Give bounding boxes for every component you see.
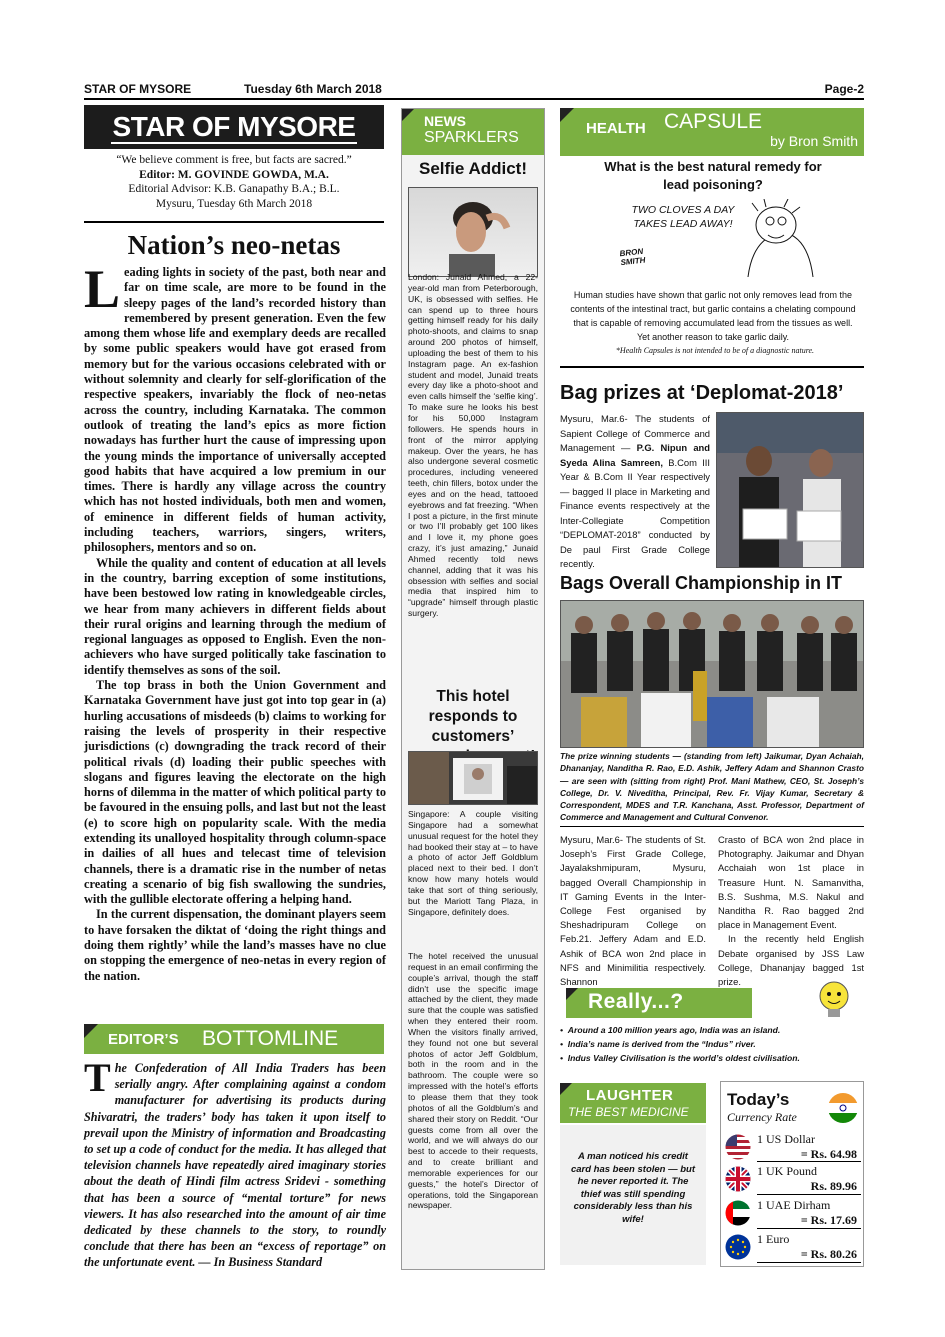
it-article-left: Mysuru, Mar.6- The students of St. Joseph’s First Grade College, Jayalakshmipuram, Mysuru, bagged Overall Championship in IT Gaming Events in the Inter-College Fest organised by Sheshadripuram College on Feb.21. Jeffery Adam and E.D. Ashik of BCA won 2nd place in NFS and Minimilitia respectively. Shannon bbox=[560, 834, 706, 988]
really-header bbox=[566, 988, 752, 1018]
deplomat-text: B.Com III Year & B.Com II Year respectively — bagged II place in Marketing and Finance events respectively at the Inter-Collegiate Competition “DEPLOMAT-2018” conducted by De paul First Grade College recently. bbox=[560, 456, 710, 569]
picture-frame-icon bbox=[409, 752, 537, 804]
currency-box bbox=[720, 1081, 864, 1267]
hotel-room-photo bbox=[408, 751, 538, 805]
bottomline-header bbox=[84, 1024, 384, 1054]
issue-date: Tuesday 6th March 2018 bbox=[244, 82, 382, 96]
health-disclaimer: *Health Capsules is not intended to be of a diagnostic nature. bbox=[615, 346, 815, 355]
paper-name: STAR OF MYSORE bbox=[84, 82, 192, 96]
man-portrait-icon bbox=[409, 188, 537, 276]
drop-cap: L bbox=[84, 259, 121, 319]
health-label-b: CAPSULE bbox=[664, 110, 763, 133]
bottomline-text: he Confederation of All India Traders has been serially angry. After complaining against a condom manufacturer for advertising its products during Shivaratri, the traders’ body has taken it upon itself to prevail upon the Ministry of information and Broadcasting to set up a code of conduct for the media. It has alleged that television channels have repeatedly aired imaginary stories about the death of Hindi film actress Sridevi - something that has been a source of “mental torture” for news viewers. It has also researched into the amount of air time dedicated by these channels to the story, to roundly conclude that there has been an “excess of reportage” on the unfortunate event. — In Business Standard bbox=[84, 1061, 386, 1270]
story-body: London: Junaid Ahmed, a 22-year-old man from Peterborough, UK, is obsessed with selfies. He can spend up to three hours getting himself ready for his daily photo-shoots, and claims to snap around 200 photos of himself, uploading the best of them to his Instagram page. An ex-fashion student and model, Junaid treats every day like a photo-shoot and even calls himself the ‘selfie king’. To make sure he looks his best for his 50,000 Instagram followers. He spends hours in front of the mirror applying makeup. Over the years, he has also undergone several cosmetic procedures, including veneered teeth, chin fillers, botox under the eyes and on the head, tattooed eyebrows and fat freezing. “When I post a picture, in the first minute or two I’ll probably get 100 likes and I love it, my phone goes crazy, it’s just amazing,” Junaid Ahmed recently told news channel, adding that it was his obsession with selfies and social media that inspired him to “upgrade” himself through plastic surgery. bbox=[408, 272, 538, 619]
currency-name: 1 Euro bbox=[757, 1232, 790, 1246]
leader-headline: Nation’s neo-netas bbox=[127, 230, 341, 260]
health-byline: by Bron Smith bbox=[770, 133, 858, 149]
currency-rate: = Rs. 17.69 bbox=[800, 1213, 857, 1227]
page-header-bar bbox=[84, 82, 864, 100]
currency-row bbox=[721, 1164, 861, 1194]
sparklers-label-a: NEWS bbox=[424, 113, 466, 129]
laughter-header bbox=[560, 1083, 706, 1123]
cartoon-caption: TWO CLOVES A DAY TAKES LEAD AWAY! bbox=[631, 204, 735, 230]
health-header bbox=[560, 108, 864, 156]
doctor-cartoon-icon bbox=[718, 199, 828, 279]
leader-paragraph: The top brass in both the Union Government and Karnataka Government have just got into top gear in (a) hurling accusations of misdeeds (b) claims to working for raising the levels of prosperity in their respective jurisdictions (c) downgrading the track record of their political rivals (d) loading their public speeches with slogans and figures leaving the electorate on the high horns of dilemma in the matter of which political party to be favoured in the ensuing polls, and last but not the least (e) to score high on popularity scale. With the media extending its unalloyed hospitality through column-space in dailies of all hues and telecast time of television channels, there is a dramatic rise in the number of netas creating a scenario of big fish swallowing the sundries, with the gullible electorate offering a helping hand. bbox=[84, 678, 386, 907]
cartoon-signature: BRON SMITH bbox=[619, 246, 646, 268]
group-of-students-icon bbox=[561, 601, 863, 747]
winner-names: P.G. Nipun and Syeda Alina Samreen, bbox=[560, 442, 710, 468]
row-divider bbox=[757, 1161, 861, 1162]
row-divider bbox=[757, 1194, 861, 1195]
really-facts bbox=[560, 1023, 864, 1065]
currency-rate: Rs. 89.96 bbox=[810, 1179, 857, 1193]
news-sparklers-column bbox=[401, 108, 545, 1270]
currency-rate: = Rs. 80.26 bbox=[800, 1247, 857, 1261]
corner-mark bbox=[560, 108, 574, 122]
editor-credit: Editor: M. GOVINDE GOWDA, M.A. bbox=[139, 168, 329, 181]
dateline: Mysuru, Tuesday 6th March 2018 bbox=[155, 197, 313, 210]
masthead-info bbox=[84, 153, 384, 211]
corner-mark bbox=[560, 1083, 572, 1095]
it-text: In the recently held English Debate organised by JSS Law College, Dhananjay bagged 1st prize. bbox=[718, 933, 864, 988]
leader-paragraph: In the current dispensation, the dominant players seem to have forsaken the diktat of ‘doing the right things and doing them rightly’ while the land’s masses have no clue on stopping the emergence of neo-netas in every region of the nation. bbox=[84, 907, 386, 983]
row-divider bbox=[757, 1228, 861, 1229]
currency-name: 1 UK Pound bbox=[757, 1164, 818, 1178]
masthead bbox=[84, 105, 384, 149]
group-photo bbox=[560, 600, 864, 748]
students-with-certificates-icon bbox=[717, 413, 863, 567]
currency-row bbox=[721, 1132, 861, 1162]
bottomline-label-a: EDITOR’S bbox=[108, 1031, 179, 1048]
really-title: Really...? bbox=[588, 990, 684, 1013]
corner-mark bbox=[566, 988, 578, 1000]
uk-flag-icon bbox=[725, 1166, 751, 1192]
it-article-right bbox=[718, 833, 864, 989]
joke-text: A man noticed his credit card has been stolen — but he never reported it. The thief was still spending considerably less than his wife! bbox=[570, 1151, 696, 1225]
masthead-title: STAR OF MYSORE bbox=[112, 111, 356, 142]
currency-row bbox=[721, 1198, 861, 1228]
health-label-a: HEALTH bbox=[586, 120, 646, 137]
deplomat-article bbox=[560, 412, 710, 572]
drop-cap: T bbox=[84, 1055, 111, 1100]
laughter-label-a: LAUGHTER bbox=[586, 1087, 674, 1104]
currency-subtitle: Currency Rate bbox=[727, 1110, 797, 1124]
currency-title: Today’s bbox=[727, 1090, 790, 1109]
divider bbox=[560, 366, 864, 368]
fact-item: • Around a 100 million years ago, India was an island. bbox=[560, 1025, 781, 1035]
currency-name: 1 UAE Dirham bbox=[757, 1198, 831, 1212]
divider bbox=[84, 221, 384, 223]
uae-flag-icon bbox=[725, 1200, 751, 1226]
sparklers-header bbox=[402, 109, 544, 155]
currency-row bbox=[721, 1232, 861, 1262]
fact-item: • India’s name is derived from the “Indus” river. bbox=[560, 1039, 756, 1049]
leader-article bbox=[84, 259, 386, 984]
story-body: Singapore: A couple visiting Singapore had a somewhat unusual request for the hotel they had booked their stay at – to have a photo of actor Jeff Goldblum placed next to their bed. I don’t know how many hotels would take that sort of thing seriously, but the Mariott Tang Plaza, in Singapore, definitely does. bbox=[408, 809, 538, 917]
india-flag-icon bbox=[827, 1092, 859, 1124]
story-body: The hotel received the unusual request in an email confirming the couple’s arrival, though the staff didn’t use the specific image attached by the client, they made sure that the couple was satisfied when they entered their room. When the visitors finally arrived, they found not one but several photos of actor Jeff Goldblum, both in the room and in the bathroom. The couple were so impressed with the hotel’s efforts to please them that they took photos of all the Goldblum’s and shared their story on Reddit. “Our guests come from all over the world, and we will always do our best to accede to their requests, and to create brilliant and memorable experiences for our guests,” the hotel’s Director of operations, told the Singaporean newspaper. bbox=[408, 951, 538, 1211]
photo-caption: The prize winning students — (standing from left) Jaikumar, Dyan Achaiah, Dhananjay, Nanditha R. Rao, E.D. Ashik, Jeffery Adam and Shannon Crasto — are seen with (sitting from right) Prof. Mani Mathew, CEO, St. Joseph’s College, Dr. V. Niveditha, Principal, Rev. Fr. Vijay Kumar, Secretary & Correspondent, MDES and T.R. Kanchana, Asst. Professor, Department of Commerce and Management and Cultural Convenor. bbox=[560, 750, 864, 827]
advisor-credit: Editorial Advisor: K.B. Ganapathy B.A.; B.L. bbox=[128, 183, 340, 195]
health-body: Human studies have shown that garlic not only removes lead from the contents of the intestinal tract, but garlic contains a chelating compound that is capable of removing accumulated lead from the tissues as well. Yet another reason to take garlic daily. bbox=[570, 290, 856, 342]
laughter-label-b: THE BEST MEDICINE bbox=[568, 1105, 689, 1119]
leader-paragraph: eading lights in society of the past, both near and far on time scale, are more to be found in the sleepy pages of the land’s recorded history than remembered by present generation. Even the few among them whose life and exemplary deeds are recalled by some public speakers would have got erased from memory but for the various occasions celebrated with or without solemnity and clearly for self-glorification of the respective speakers, invariably the flock of neo-netas across the country, including Karnataka. The common outlook of treating the land’s epics as more fiction nowadays has further hurt the cause of impressing upon the young minds the importance of universally accepted good habits that have acquired a low premium in our times. There is hardly any village across the country which has not hosted individuals, both men and women, of eminence in different fields of human activity, including teachers, warriors, singers, writers, philosophers, mentors and so on. bbox=[84, 265, 386, 555]
joke-box bbox=[560, 1125, 706, 1265]
deplomat-text: Mysuru, Mar.6- The students of Sapient College of Commerce and Management — bbox=[560, 413, 710, 453]
it-text: Crasto of BCA won 2nd place in Photography. Jaikumar and Dhyan Acchaiah won 1st place in Treasure Hunt. N. Samanvitha, B.S. Sushma, M.S. Nakul and Nanditha R. Rao bagged 2nd place in Management Event. bbox=[718, 834, 864, 931]
bottomline-article bbox=[84, 1055, 386, 1271]
story-title: Selfie Addict! bbox=[419, 159, 527, 178]
currency-rate: = Rs. 64.98 bbox=[800, 1147, 857, 1161]
lightbulb-icon bbox=[812, 978, 856, 1022]
it-headline: Bags Overall Championship in IT bbox=[560, 573, 843, 593]
corner-mark bbox=[84, 1024, 98, 1038]
row-divider bbox=[757, 1262, 861, 1263]
deplomat-photo bbox=[716, 412, 864, 568]
page-number: Page-2 bbox=[824, 82, 864, 96]
story-title: This hotel responds to customers’ bbox=[428, 688, 518, 745]
fact-item: • Indus Valley Civilisation is the world’s oldest civilisation. bbox=[560, 1053, 800, 1063]
motto: “We believe comment is free, but facts are sacred.” bbox=[116, 154, 352, 166]
corner-mark bbox=[402, 109, 414, 121]
selfie-photo bbox=[408, 187, 538, 277]
leader-paragraph: While the quality and content of education at all levels in the country, barring exception of some institutions, have been bestowed low rating in knowledgeable circles, we hear from many achievers in different fields about their rural origins and learning through the medium of regional languages as opposed to English. Even the non-achievers who have surged politically take fascination to identify themselves as sons of the soil. bbox=[84, 555, 386, 677]
currency-name: 1 US Dollar bbox=[757, 1132, 815, 1146]
deplomat-headline: Bag prizes at ‘Deplomat-2018’ bbox=[560, 382, 844, 404]
sparklers-label-b: SPARKLERS bbox=[424, 129, 519, 146]
us-flag-icon bbox=[725, 1134, 751, 1160]
bottomline-label-b: BOTTOMLINE bbox=[202, 1027, 339, 1050]
garlic-cartoon bbox=[618, 199, 828, 279]
eu-flag-icon bbox=[725, 1234, 751, 1260]
health-question: What is the best natural remedy for lead poisoning? bbox=[604, 159, 822, 192]
